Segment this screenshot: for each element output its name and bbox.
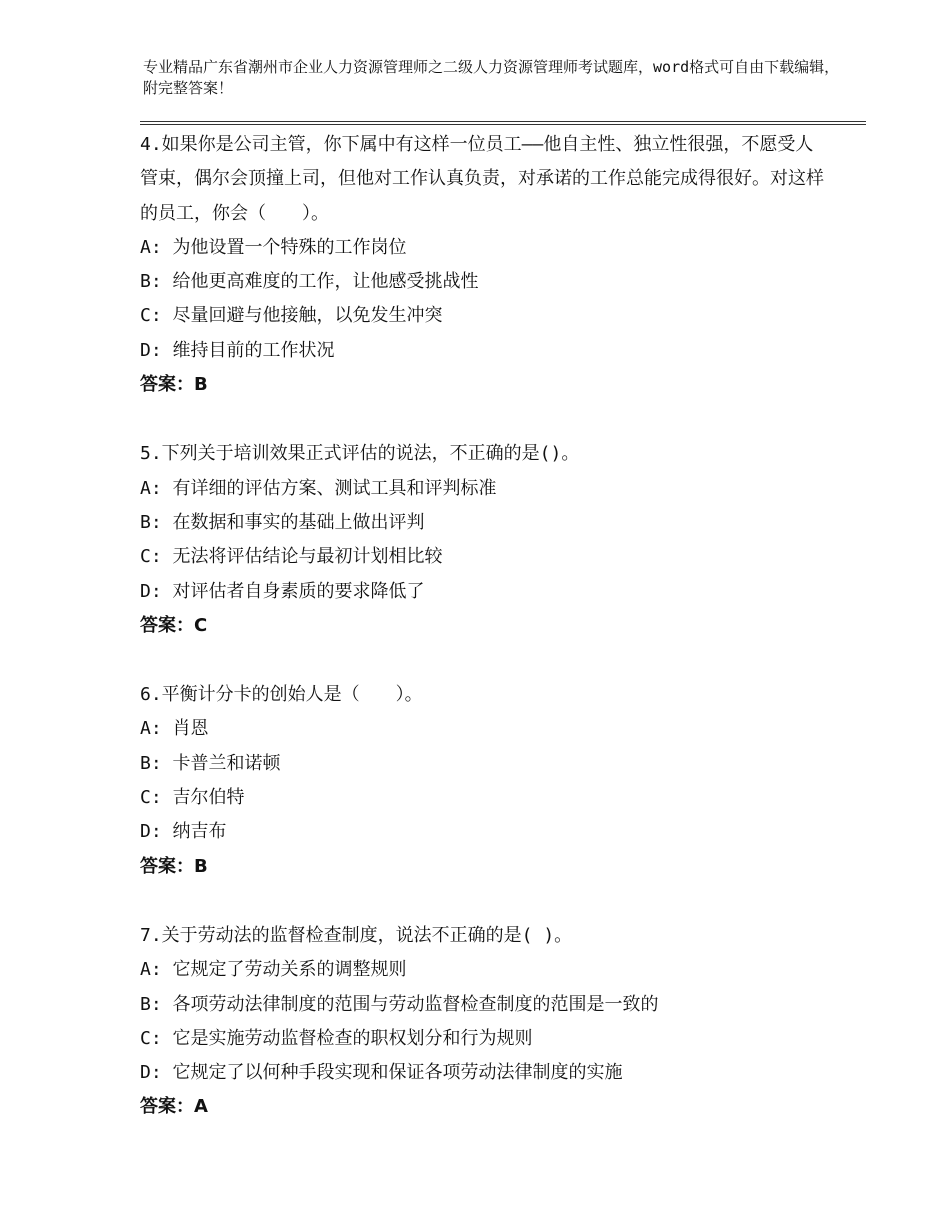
option-a: A: 它规定了劳动关系的调整规则 bbox=[140, 959, 407, 981]
option-a: A: 为他设置一个特殊的工作岗位 bbox=[140, 236, 407, 258]
option-c: C: 尽量回避与他接触，以免发生冲突 bbox=[140, 305, 443, 327]
option-d: D: 纳吉布 bbox=[140, 821, 227, 843]
answer-line: 答案：C bbox=[140, 614, 208, 636]
question-stem: 6.平衡计分卡的创始人是（ ）。 bbox=[140, 684, 423, 706]
option-a: A: 肖恩 bbox=[140, 718, 209, 740]
question-5 bbox=[140, 437, 830, 643]
option-c: C: 它是实施劳动监督检查的职权划分和行为规则 bbox=[140, 1027, 533, 1049]
option-d: D: 维持目前的工作状况 bbox=[140, 339, 335, 361]
question-stem: 5.下列关于培训效果正式评估的说法，不正确的是()。 bbox=[140, 443, 580, 465]
option-c: C: 吉尔伯特 bbox=[140, 787, 245, 809]
option-a: A: 有详细的评估方案、测试工具和评判标准 bbox=[140, 477, 497, 499]
option-d: D: 它规定了以何种手段实现和保证各项劳动法律制度的实施 bbox=[140, 1062, 623, 1084]
question-4 bbox=[140, 128, 830, 402]
option-b: B: 给他更高难度的工作，让他感受挑战性 bbox=[140, 271, 479, 293]
document-header: 专业精品广东省潮州市企业人力资源管理师之二级人力资源管理师考试题库，word格式可自由下载编辑，附完整答案！ bbox=[143, 58, 840, 97]
question-stem: 7.关于劳动法的监督检查制度，说法不正确的是( )。 bbox=[140, 924, 573, 946]
question-list bbox=[140, 128, 830, 1160]
option-b: B: 卡普兰和诺顿 bbox=[140, 752, 281, 774]
answer-line: 答案：B bbox=[140, 855, 208, 877]
question-stem: 4.如果你是公司主管，你下属中有这样一位员工——他自主性、独立性很强，不愿受人管束，偶尔会顶撞上司，但他对工作认真负责，对承诺的工作总能完成得很好。对这样的员工，你会（ ）。 bbox=[140, 134, 824, 224]
option-c: C: 无法将评估结论与最初计划相比较 bbox=[140, 546, 443, 568]
answer-line: 答案：A bbox=[140, 1096, 208, 1118]
option-b: B: 各项劳动法律制度的范围与劳动监督检查制度的范围是一致的 bbox=[140, 993, 659, 1015]
question-7 bbox=[140, 919, 830, 1125]
question-6 bbox=[140, 678, 830, 884]
option-d: D: 对评估者自身素质的要求降低了 bbox=[140, 580, 425, 602]
answer-line: 答案：B bbox=[140, 374, 208, 396]
header-divider bbox=[140, 121, 866, 125]
option-b: B: 在数据和事实的基础上做出评判 bbox=[140, 511, 425, 533]
